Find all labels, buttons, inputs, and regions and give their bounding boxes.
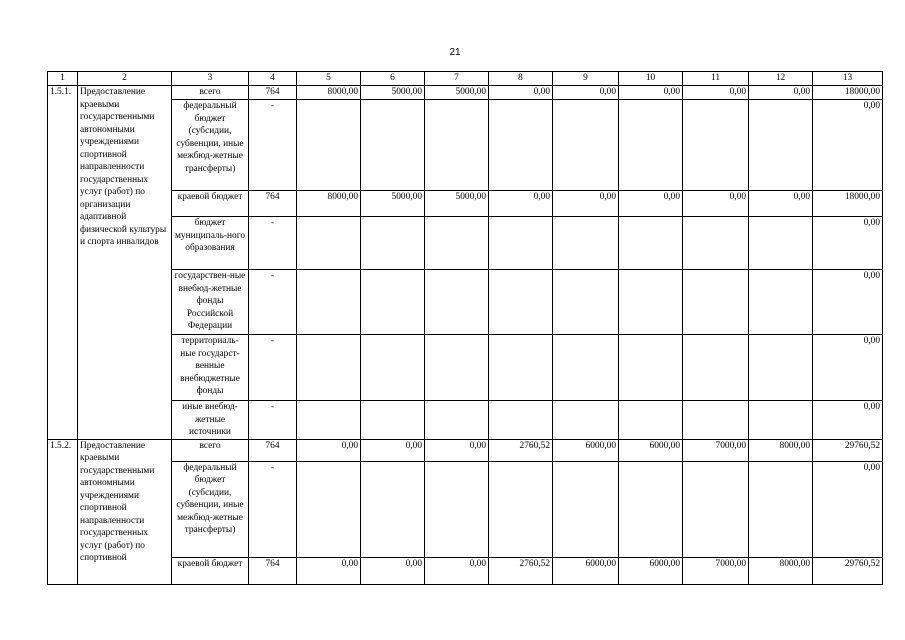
- funding-source: государствен-ные внебюд-жетные фонды Российской Федерации: [172, 270, 249, 335]
- value-cell: [553, 270, 619, 335]
- value-cell: [553, 217, 619, 270]
- value-cell: [619, 461, 683, 557]
- value-cell: [683, 100, 749, 191]
- value-cell: [297, 217, 361, 270]
- value-cell: [683, 335, 749, 401]
- funding-source: краевой бюджет: [172, 191, 249, 217]
- value-cell: 0,00: [297, 557, 361, 584]
- total-cell: 29760,52: [813, 439, 883, 461]
- column-header: 4: [249, 72, 297, 86]
- code-cell: -: [249, 401, 297, 440]
- value-cell: 2760,52: [489, 439, 553, 461]
- value-cell: [749, 270, 813, 335]
- column-header: 1: [48, 72, 78, 86]
- funding-source: иные внебюд-жетные источники: [172, 401, 249, 440]
- value-cell: 0,00: [619, 191, 683, 217]
- page-number: 21: [449, 47, 461, 58]
- value-cell: [425, 335, 489, 401]
- value-cell: 0,00: [489, 86, 553, 100]
- value-cell: [297, 100, 361, 191]
- value-cell: [361, 100, 425, 191]
- value-cell: 6000,00: [619, 439, 683, 461]
- funding-source: территориаль-ные государст-венные внебюджетные фонды: [172, 335, 249, 401]
- value-cell: 0,00: [361, 439, 425, 461]
- value-cell: 7000,00: [683, 557, 749, 584]
- column-header: 13: [813, 72, 883, 86]
- value-cell: 0,00: [553, 86, 619, 100]
- value-cell: [553, 100, 619, 191]
- value-cell: 6000,00: [553, 439, 619, 461]
- value-cell: [749, 461, 813, 557]
- value-cell: [489, 100, 553, 191]
- total-cell: 0,00: [813, 100, 883, 191]
- value-cell: 8000,00: [297, 191, 361, 217]
- value-cell: 5000,00: [361, 86, 425, 100]
- value-cell: [619, 270, 683, 335]
- column-header: 11: [683, 72, 749, 86]
- value-cell: 0,00: [425, 557, 489, 584]
- value-cell: [619, 335, 683, 401]
- code-cell: 764: [249, 557, 297, 584]
- value-cell: [489, 401, 553, 440]
- value-cell: [425, 401, 489, 440]
- value-cell: 6000,00: [619, 557, 683, 584]
- value-cell: 5000,00: [361, 191, 425, 217]
- value-cell: [489, 335, 553, 401]
- column-header: 12: [749, 72, 813, 86]
- table-row: [48, 557, 883, 584]
- code-cell: 764: [249, 191, 297, 217]
- value-cell: [749, 217, 813, 270]
- table-row: [48, 439, 883, 461]
- value-cell: [361, 461, 425, 557]
- value-cell: 0,00: [297, 439, 361, 461]
- value-cell: 8000,00: [749, 557, 813, 584]
- value-cell: [489, 461, 553, 557]
- value-cell: [489, 217, 553, 270]
- code-cell: 764: [249, 439, 297, 461]
- value-cell: 0,00: [683, 86, 749, 100]
- code-cell: 764: [249, 86, 297, 100]
- value-cell: [425, 217, 489, 270]
- value-cell: 0,00: [749, 86, 813, 100]
- header-row: [48, 72, 883, 86]
- value-cell: 0,00: [683, 191, 749, 217]
- table-row: [48, 86, 883, 100]
- funding-source: бюджет муниципаль-ного образования: [172, 217, 249, 270]
- value-cell: 0,00: [553, 191, 619, 217]
- column-header: 2: [78, 72, 172, 86]
- code-cell: -: [249, 461, 297, 557]
- value-cell: [361, 401, 425, 440]
- column-header: 10: [619, 72, 683, 86]
- value-cell: [489, 270, 553, 335]
- value-cell: 0,00: [361, 557, 425, 584]
- value-cell: [749, 100, 813, 191]
- table-row: [48, 100, 883, 191]
- column-header: 9: [553, 72, 619, 86]
- table-row: [48, 401, 883, 440]
- value-cell: 5000,00: [425, 86, 489, 100]
- value-cell: 5000,00: [425, 191, 489, 217]
- table-row: [48, 461, 883, 557]
- value-cell: [683, 217, 749, 270]
- value-cell: 6000,00: [553, 557, 619, 584]
- code-cell: -: [249, 335, 297, 401]
- total-cell: 0,00: [813, 217, 883, 270]
- value-cell: 8000,00: [749, 439, 813, 461]
- value-cell: [297, 461, 361, 557]
- value-cell: 2760,52: [489, 557, 553, 584]
- value-cell: [749, 335, 813, 401]
- table-row: [48, 217, 883, 270]
- value-cell: [749, 401, 813, 440]
- code-cell: -: [249, 270, 297, 335]
- value-cell: 0,00: [425, 439, 489, 461]
- code-cell: -: [249, 217, 297, 270]
- total-cell: 0,00: [813, 270, 883, 335]
- funding-source: федеральный бюджет (субсидии, субвенции, иные межбюд-жетные трансферты): [172, 461, 249, 557]
- total-cell: 0,00: [813, 335, 883, 401]
- value-cell: [425, 100, 489, 191]
- total-cell: 18000,00: [813, 86, 883, 100]
- table-row: [48, 335, 883, 401]
- column-header: 5: [297, 72, 361, 86]
- value-cell: [297, 335, 361, 401]
- total-cell: 29760,52: [813, 557, 883, 584]
- row-index: 1.5.2.: [48, 439, 78, 584]
- value-cell: [683, 270, 749, 335]
- value-cell: [361, 335, 425, 401]
- value-cell: [553, 335, 619, 401]
- column-header: 6: [361, 72, 425, 86]
- measure-name: Предоставление краевыми государственными автономными учреждениями спортивной направленности государственных услуг (работ) по организации адаптивной физической культуры и спорта инвалидов: [78, 86, 172, 440]
- value-cell: [683, 401, 749, 440]
- value-cell: 0,00: [489, 191, 553, 217]
- total-cell: 0,00: [813, 461, 883, 557]
- value-cell: 8000,00: [297, 86, 361, 100]
- value-cell: [683, 461, 749, 557]
- value-cell: [553, 401, 619, 440]
- value-cell: [553, 461, 619, 557]
- measure-name: Предоставление краевыми государственными автономными учреждениями спортивной направленности государственных услуг (работ) по спортивной: [78, 439, 172, 584]
- value-cell: [619, 100, 683, 191]
- row-index: 1.5.1.: [48, 86, 78, 440]
- value-cell: [425, 270, 489, 335]
- value-cell: [297, 270, 361, 335]
- value-cell: [297, 401, 361, 440]
- funding-source: всего: [172, 439, 249, 461]
- value-cell: [619, 401, 683, 440]
- total-cell: 0,00: [813, 401, 883, 440]
- funding-source: краевой бюджет: [172, 557, 249, 584]
- total-cell: 18000,00: [813, 191, 883, 217]
- value-cell: [361, 270, 425, 335]
- value-cell: [425, 461, 489, 557]
- value-cell: 0,00: [749, 191, 813, 217]
- budget-table: [47, 71, 883, 585]
- column-header: 3: [172, 72, 249, 86]
- value-cell: [619, 217, 683, 270]
- value-cell: [361, 217, 425, 270]
- code-cell: -: [249, 100, 297, 191]
- value-cell: 0,00: [619, 86, 683, 100]
- value-cell: 7000,00: [683, 439, 749, 461]
- funding-source: федеральный бюджет (субсидии, субвенции, иные межбюд-жетные трансферты): [172, 100, 249, 191]
- column-header: 8: [489, 72, 553, 86]
- table-row: [48, 270, 883, 335]
- funding-source: всего: [172, 86, 249, 100]
- column-header: 7: [425, 72, 489, 86]
- table-row: [48, 191, 883, 217]
